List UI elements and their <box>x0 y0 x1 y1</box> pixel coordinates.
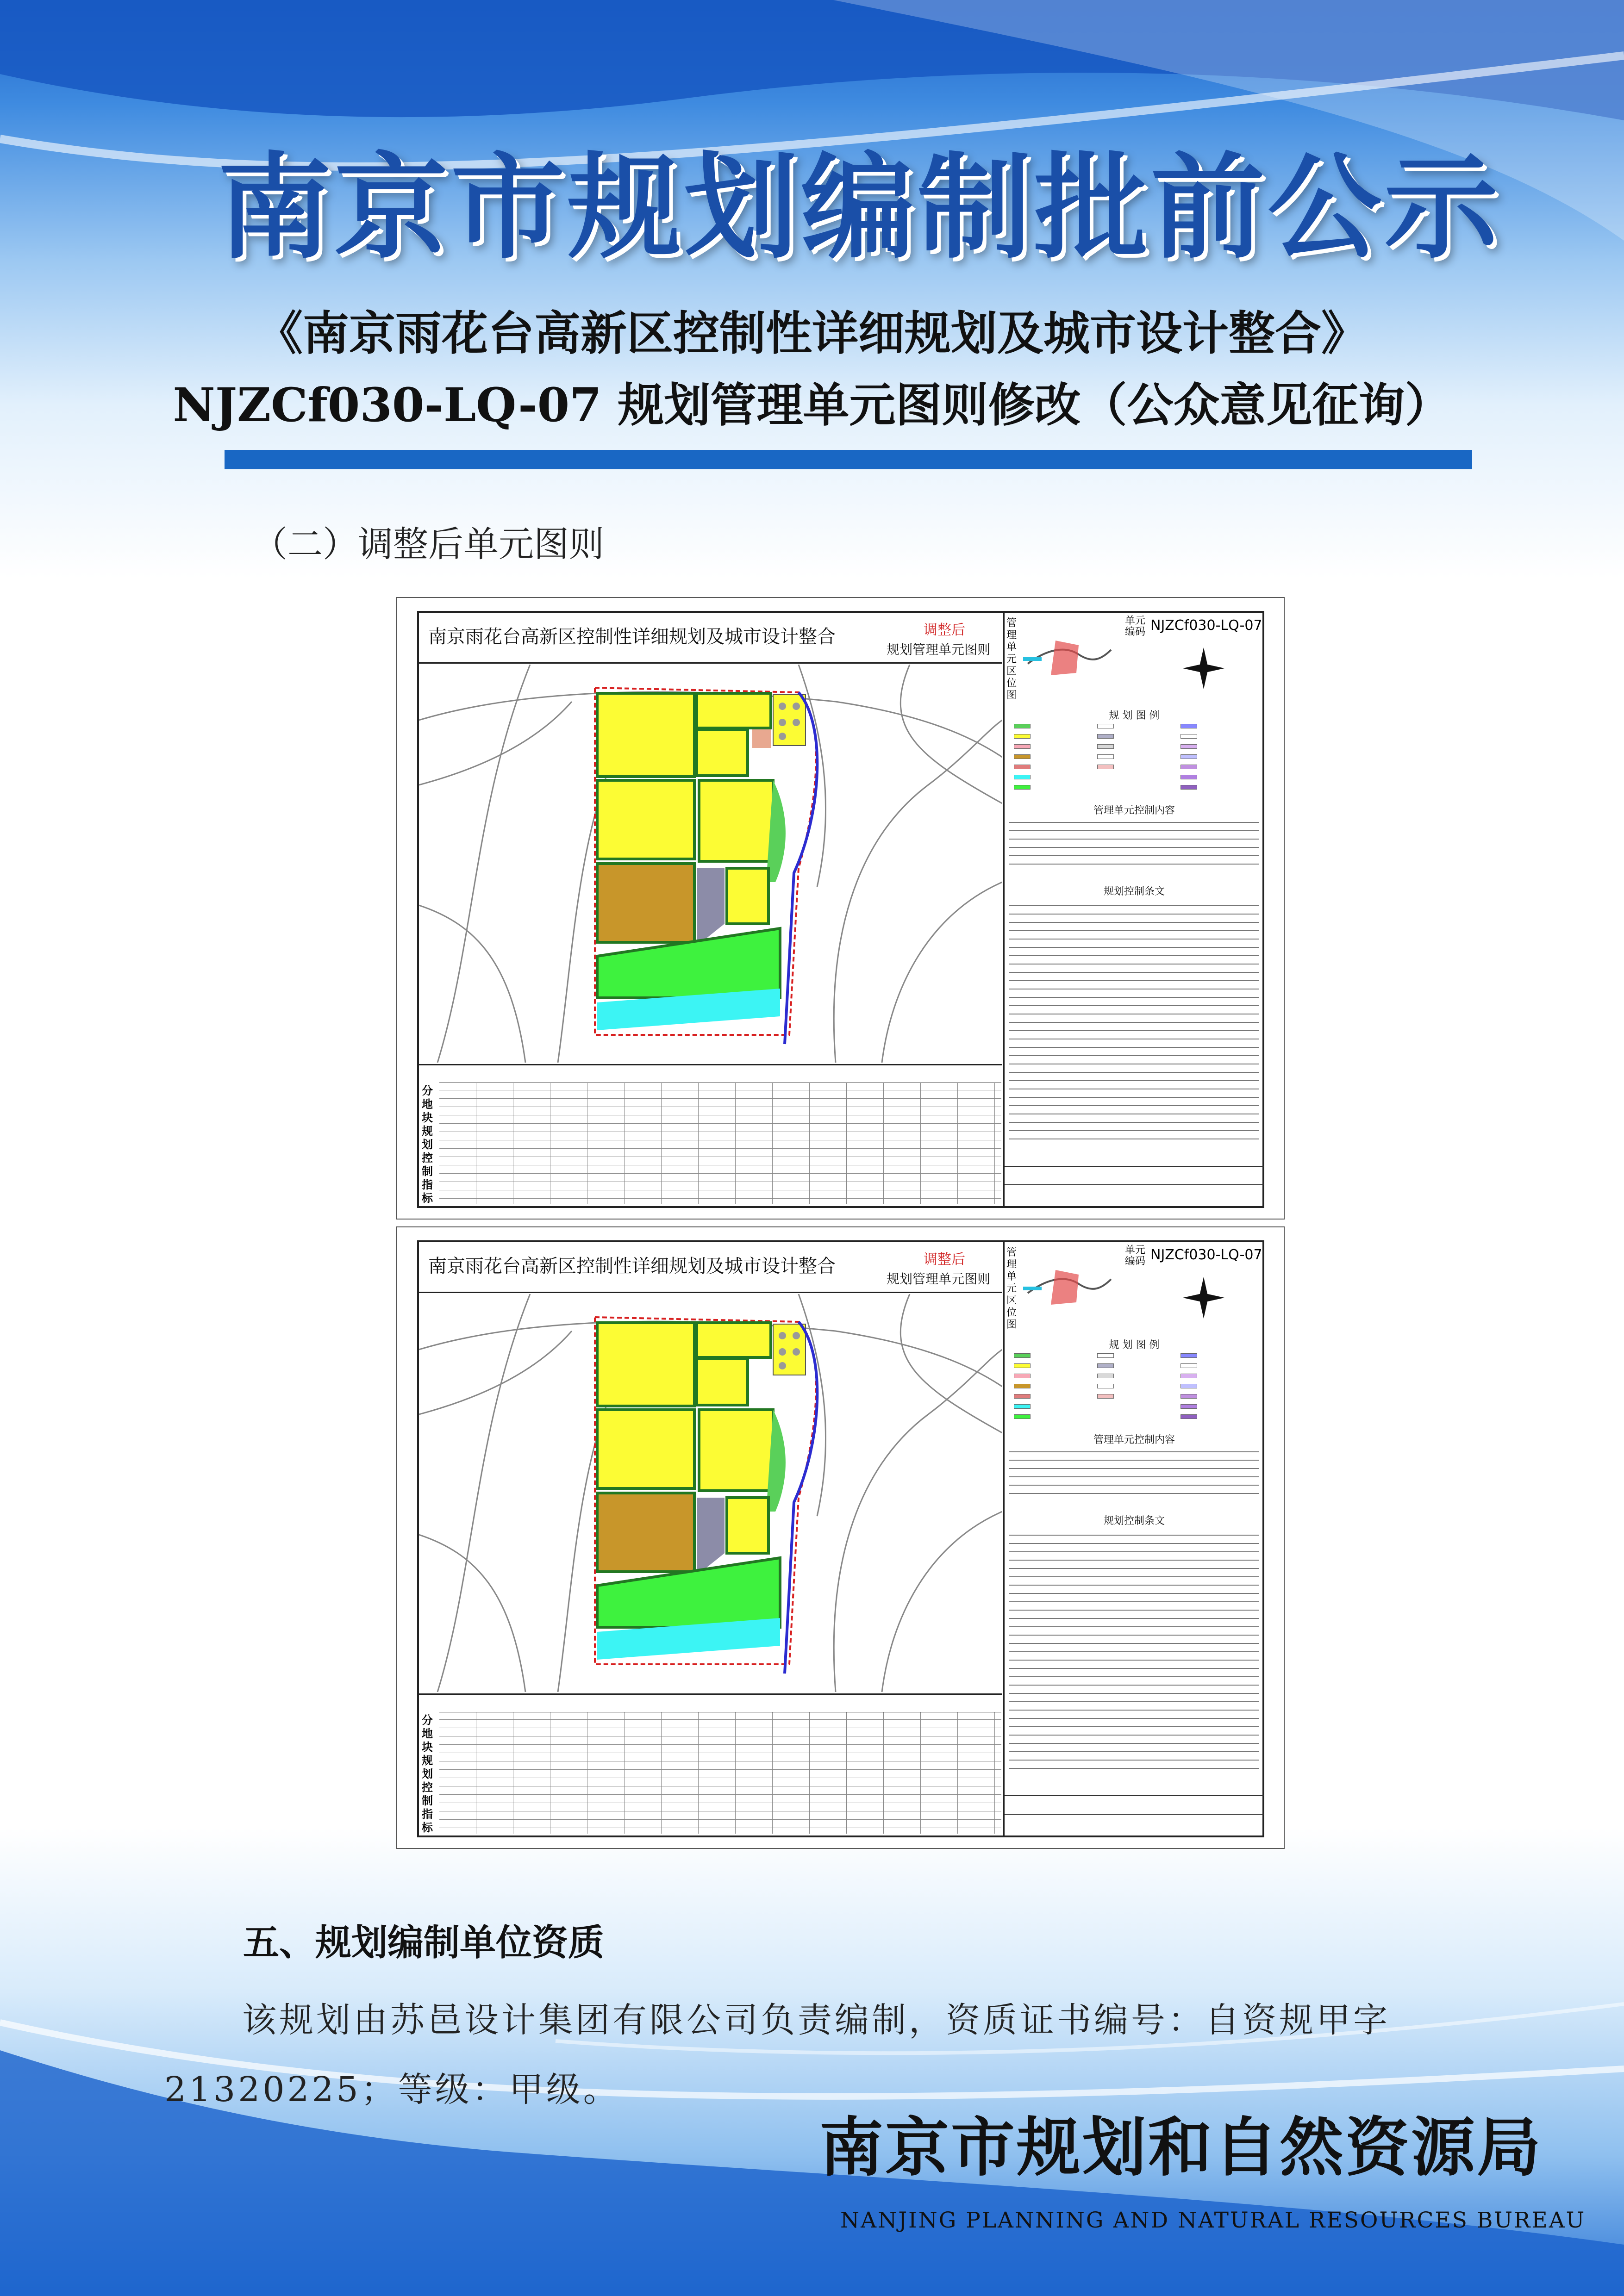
sheet-footer-row <box>1005 1814 1264 1832</box>
block-control-table <box>419 1693 1002 1835</box>
control-clauses-title: 规划控制条文 <box>1103 1515 1165 1527</box>
legend-swatch <box>1181 1414 1197 1419</box>
legend-swatch <box>1014 734 1031 739</box>
control-clauses-title: 规划控制条文 <box>1103 886 1165 897</box>
section-qualification-heading: 五、规划编制单位资质 <box>243 1922 605 1964</box>
legend-swatch <box>1181 724 1197 728</box>
unit-code-label: 单元编码 <box>1125 615 1146 638</box>
land-use-map-graphic <box>419 665 1002 1063</box>
legend-swatch <box>1097 1363 1114 1368</box>
issuing-organization: 南京市规划和自然资源局 <box>819 2110 1543 2185</box>
land-use-map <box>419 665 1002 1063</box>
control-content-text <box>1009 1446 1259 1501</box>
table-side-label: 分地块规划控制指标 <box>422 1084 433 1205</box>
location-map-thumbnail <box>1023 1261 1116 1321</box>
sheet-subtitle: 规划管理单元图则 <box>887 1271 991 1287</box>
sheet-frame <box>417 1240 1264 1837</box>
control-clauses-text <box>1009 900 1259 1140</box>
legend-swatch <box>1097 754 1114 759</box>
unit-code: NJZCf030-LQ-07 <box>1150 617 1262 634</box>
legend-swatch <box>1014 754 1031 759</box>
plan-sheet-1[interactable] <box>396 597 1285 1220</box>
legend-swatch <box>1014 1394 1031 1399</box>
section-qualification-text: 该规划由苏邑设计集团有限公司负责编制，资质证书编号：自资规甲字21320225；等级：甲级。 <box>164 2000 1390 2109</box>
legend-swatch <box>1014 1353 1031 1358</box>
location-map-label: 管理单元区位图 <box>1006 617 1017 701</box>
legend-swatch <box>1014 765 1031 769</box>
side-panel <box>1003 1242 1262 1836</box>
sheet-status: 调整后 <box>924 622 965 638</box>
legend-swatch <box>1181 785 1197 790</box>
legend-swatch <box>1097 765 1114 769</box>
legend-title: 规 划 图 例 <box>1109 1339 1160 1351</box>
plan-unit-title: NJZCf030-LQ-07 规划管理单元图则修改（公众意见征询） <box>173 378 1451 432</box>
legend-swatch <box>1181 1384 1197 1388</box>
land-use-map <box>419 1294 1002 1692</box>
legend-swatch <box>1014 1384 1031 1388</box>
control-content-text <box>1009 816 1259 872</box>
table-side-label: 分地块规划控制指标 <box>422 1713 433 1834</box>
unit-code: NJZCf030-LQ-07 <box>1150 1247 1262 1263</box>
sheet-footer-row <box>1005 1184 1264 1203</box>
legend-swatch <box>1014 1414 1031 1419</box>
location-map-thumbnail <box>1023 631 1116 691</box>
legend-swatch <box>1097 734 1114 739</box>
sheet-frame <box>417 611 1264 1208</box>
plan-name: 《南京雨花台高新区控制性详细规划及城市设计整合》 <box>256 306 1368 361</box>
plan-sheet-2[interactable] <box>396 1226 1285 1849</box>
issuing-organization-english: NANJING PLANNING AND NATURAL RESOURCES BUREAU <box>840 2208 1586 2233</box>
table-grid <box>439 1695 1001 1834</box>
legend-swatch <box>1097 724 1114 728</box>
table-grid <box>439 1065 1001 1204</box>
sheet-title: 南京雨花台高新区控制性详细规划及城市设计整合 <box>428 1256 836 1277</box>
north-arrow-icon <box>1181 1275 1227 1321</box>
sheet-title: 南京雨花台高新区控制性详细规划及城市设计整合 <box>428 626 836 647</box>
legend <box>1014 1353 1255 1427</box>
legend <box>1014 724 1255 798</box>
legend-swatch <box>1181 1363 1197 1368</box>
legend-swatch <box>1014 775 1031 779</box>
legend-swatch <box>1181 1353 1197 1358</box>
sheet-footer-row <box>1005 1166 1264 1184</box>
page-title: 南京市规划编制批前公示 <box>218 142 1501 274</box>
legend-swatch <box>1014 785 1031 790</box>
title-divider <box>225 450 1472 469</box>
side-panel <box>1003 613 1262 1206</box>
top-wave-decoration <box>0 0 1624 579</box>
legend-swatch <box>1097 1374 1114 1378</box>
legend-swatch <box>1181 1374 1197 1378</box>
control-clauses-text <box>1009 1529 1259 1770</box>
legend-swatch <box>1181 775 1197 779</box>
sheet-header <box>419 1242 1002 1293</box>
legend-swatch <box>1014 724 1031 728</box>
legend-swatch <box>1097 1384 1114 1388</box>
control-content-title: 管理单元控制内容 <box>1093 1434 1175 1446</box>
sheet-subtitle: 规划管理单元图则 <box>887 642 991 657</box>
sheet-status: 调整后 <box>924 1251 965 1268</box>
location-map-label: 管理单元区位图 <box>1006 1247 1017 1331</box>
legend-swatch <box>1181 1404 1197 1409</box>
legend-swatch <box>1181 734 1197 739</box>
sheet-header <box>419 613 1002 664</box>
section-adjusted-heading: （二）调整后单元图则 <box>252 523 604 565</box>
north-arrow-icon <box>1181 645 1227 691</box>
legend-swatch <box>1181 1394 1197 1399</box>
sheet-footer-row <box>1005 1795 1264 1814</box>
unit-code-label: 单元编码 <box>1125 1244 1146 1267</box>
legend-swatch <box>1014 1404 1031 1409</box>
legend-swatch <box>1014 1363 1031 1368</box>
legend-swatch <box>1014 1374 1031 1378</box>
legend-title: 规 划 图 例 <box>1109 710 1160 722</box>
control-content-title: 管理单元控制内容 <box>1093 805 1175 816</box>
legend-swatch <box>1097 744 1114 749</box>
table-header-row <box>439 1695 1001 1712</box>
block-control-table <box>419 1064 1002 1205</box>
legend-swatch <box>1097 1353 1114 1358</box>
legend-swatch <box>1181 765 1197 769</box>
legend-swatch <box>1181 744 1197 749</box>
legend-swatch <box>1014 744 1031 749</box>
legend-swatch <box>1181 754 1197 759</box>
table-header-row <box>439 1065 1001 1083</box>
land-use-map-graphic <box>419 1294 1002 1692</box>
legend-swatch <box>1097 1394 1114 1399</box>
